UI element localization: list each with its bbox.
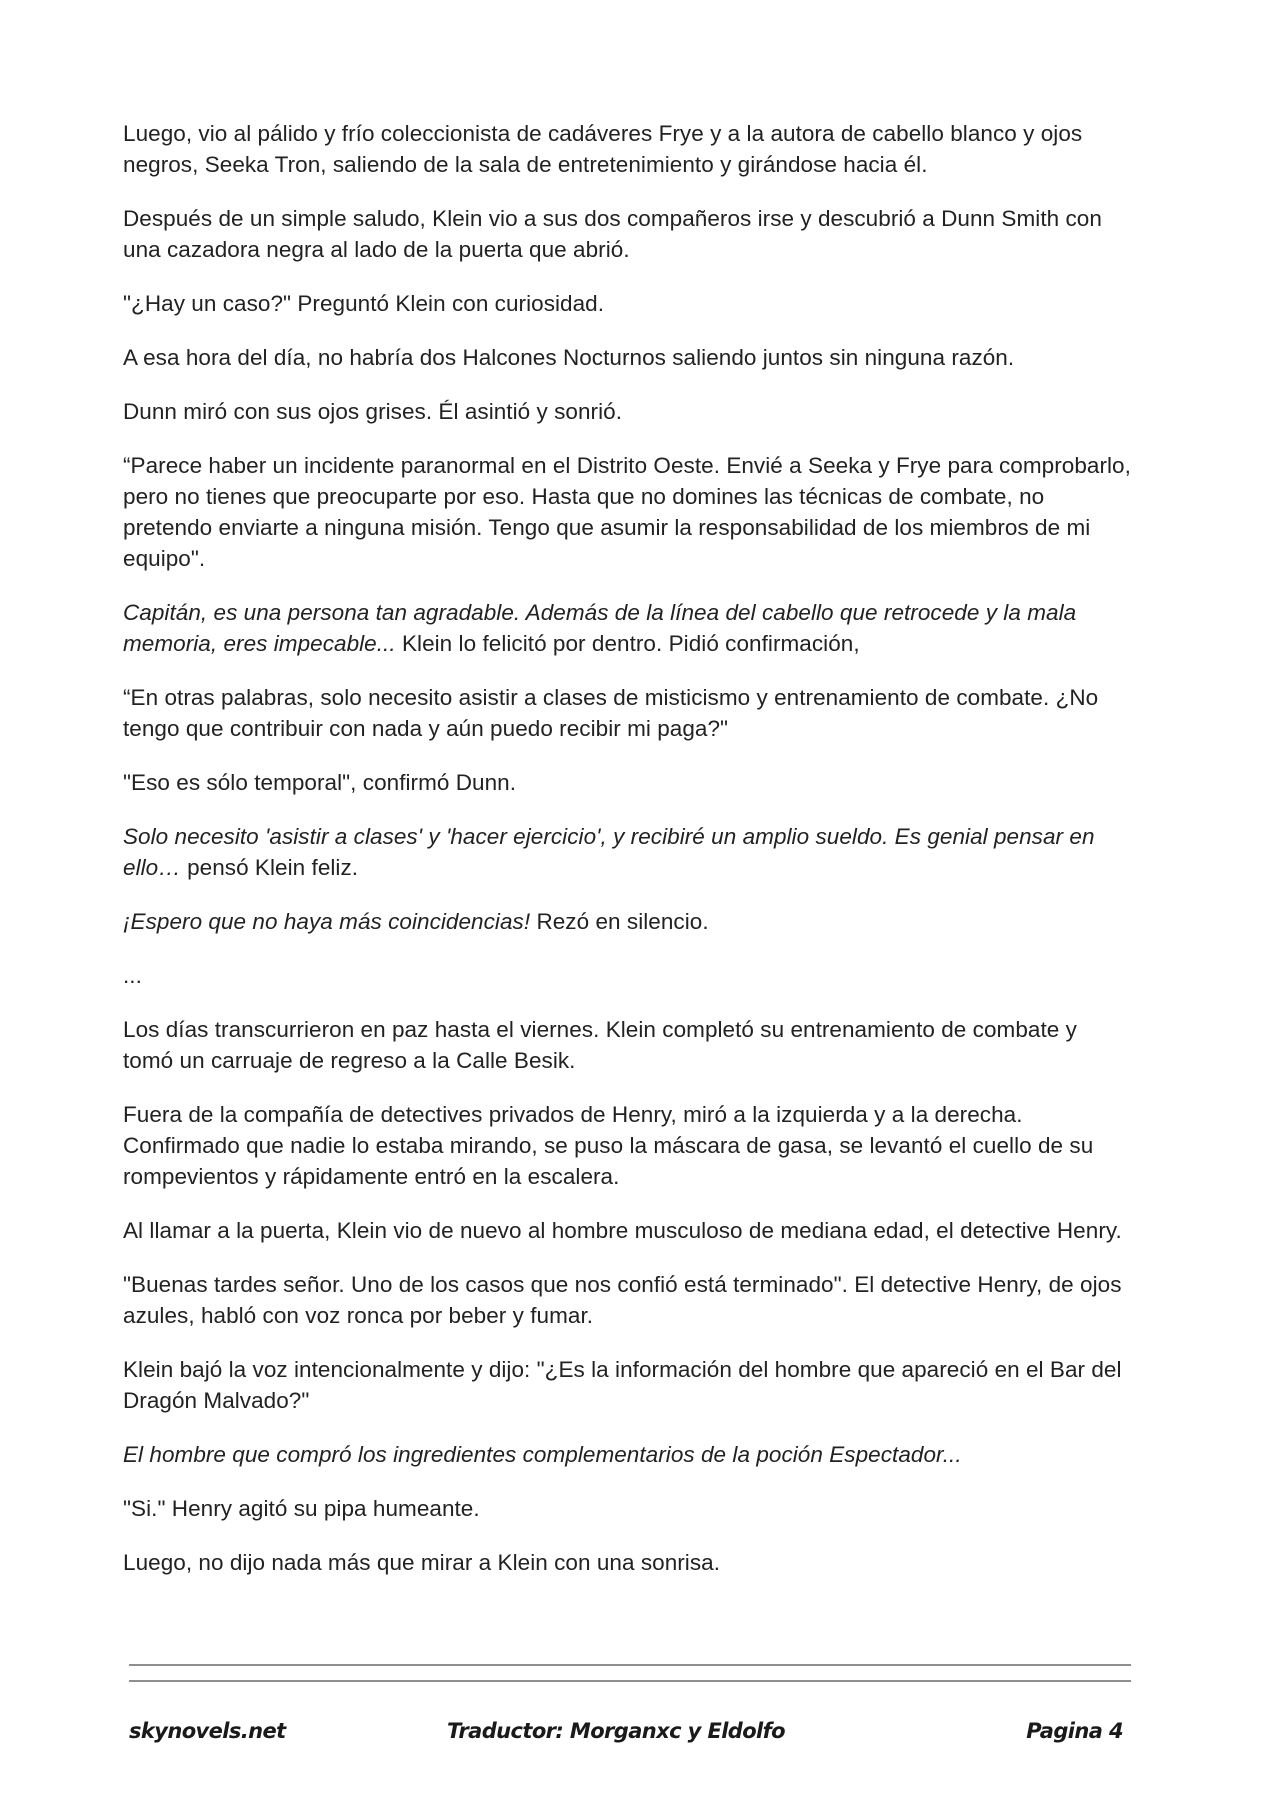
text-run: Los días transcurrieron en paz hasta el viernes. Klein completó su entrenamiento de combate y tomó un carruaje de regreso a la Calle Besik.: [123, 1017, 1077, 1073]
body-paragraph: [123, 118, 1133, 180]
text-run: pensó Klein feliz.: [180, 855, 359, 880]
body-paragraph: [123, 767, 1133, 798]
text-run: ...: [123, 963, 142, 988]
footer-divider-bottom: [129, 1680, 1131, 1682]
body-paragraph: [123, 450, 1133, 574]
footer-translator-credit: Traductor: Morganxc y Eldolfo: [447, 1719, 786, 1743]
body-paragraph: [123, 821, 1133, 883]
body-paragraph: [123, 203, 1133, 265]
text-run: Después de un simple saludo, Klein vio a sus dos compañeros irse y descubrió a Dunn Smith con una cazadora negra al lado de la puerta que abrió.: [123, 206, 1102, 262]
text-run: “Parece haber un incidente paranormal en el Distrito Oeste. Envié a Seeka y Frye para comprobarlo, pero no tienes que preocuparte por eso. Hasta que no domines las técnicas de combate, no pretendo enviarte a ninguna misión. Tengo que asumir la responsabilidad de los miembros de mi equipo".: [123, 453, 1131, 571]
body-paragraph: [123, 597, 1133, 659]
text-run: Luego, no dijo nada más que mirar a Klein con una sonrisa.: [123, 1550, 721, 1575]
text-run: A esa hora del día, no habría dos Halcones Nocturnos saliendo juntos sin ninguna razón.: [123, 345, 1015, 370]
body-paragraph: [123, 1099, 1133, 1192]
text-run: Klein bajó la voz intencionalmente y dijo: "¿Es la información del hombre que apareció en el Bar del Dragón Malvado?": [123, 1357, 1122, 1413]
body-paragraph: [123, 1269, 1133, 1331]
text-run: "Eso es sólo temporal", confirmó Dunn.: [123, 770, 517, 795]
footer-page-number: Pagina 4: [1026, 1719, 1123, 1743]
body-paragraph: [123, 960, 1133, 991]
text-run: "Buenas tardes señor. Uno de los casos que nos confió está terminado". El detective Henry, de ojos azules, habló con voz ronca por beber y fumar.: [123, 1272, 1122, 1328]
text-run: Klein lo felicitó por dentro. Pidió confirmación,: [395, 631, 860, 656]
text-run: "¿Hay un caso?" Preguntó Klein con curiosidad.: [123, 291, 605, 316]
text-run: "Si." Henry agitó su pipa humeante.: [123, 1496, 480, 1521]
italic-text-run: ¡Espero que no haya más coincidencias!: [123, 909, 531, 934]
body-paragraph: [123, 1547, 1133, 1578]
italic-text-run: El hombre que compró los ingredientes complementarios de la poción Espectador...: [123, 1442, 962, 1467]
footer-divider-top: [129, 1664, 1131, 1666]
text-run: Dunn miró con sus ojos grises. Él asintió y sonrió.: [123, 399, 623, 424]
body-paragraph: [123, 1014, 1133, 1076]
italic-text-run: Solo necesito 'asistir a clases' y 'hacer ejercicio', y recibiré un amplio sueldo. Es genial pensar en ello…: [123, 824, 1095, 880]
text-run: Luego, vio al pálido y frío coleccionista de cadáveres Frye y a la autora de cabello blanco y ojos negros, Seeka Tron, saliendo de la sala de entretenimiento y girándose hacia él.: [123, 121, 1083, 177]
text-run: Al llamar a la puerta, Klein vio de nuevo al hombre musculoso de mediana edad, el detective Henry.: [123, 1218, 1122, 1243]
body-paragraph: [123, 1215, 1133, 1246]
body-paragraph: [123, 396, 1133, 427]
body-paragraph: [123, 1493, 1133, 1524]
body-paragraph: [123, 1439, 1133, 1470]
body-paragraph: [123, 342, 1133, 373]
page-footer: [129, 1714, 1131, 1748]
text-run: “En otras palabras, solo necesito asistir a clases de misticismo y entrenamiento de combate. ¿No tengo que contribuir con nada y aún puedo recibir mi paga?": [123, 685, 1099, 741]
footer-site-name: skynovels.net: [129, 1719, 286, 1743]
italic-text-run: Capitán, es una persona tan agradable. Además de la línea del cabello que retrocede y la mala memoria, eres impecable...: [123, 600, 1077, 656]
body-paragraph: [123, 1354, 1133, 1416]
body-paragraph: [123, 682, 1133, 744]
page-body-text: [123, 118, 1133, 1578]
text-run: Rezó en silencio.: [530, 909, 709, 934]
body-paragraph: [123, 288, 1133, 319]
text-run: Fuera de la compañía de detectives privados de Henry, miró a la izquierda y a la derecha. Confirmado que nadie lo estaba mirando, se puso la máscara de gasa, se levantó el cuello de su rompevientos y rápidamente entró en la escalera.: [123, 1102, 1094, 1189]
body-paragraph: [123, 906, 1133, 937]
